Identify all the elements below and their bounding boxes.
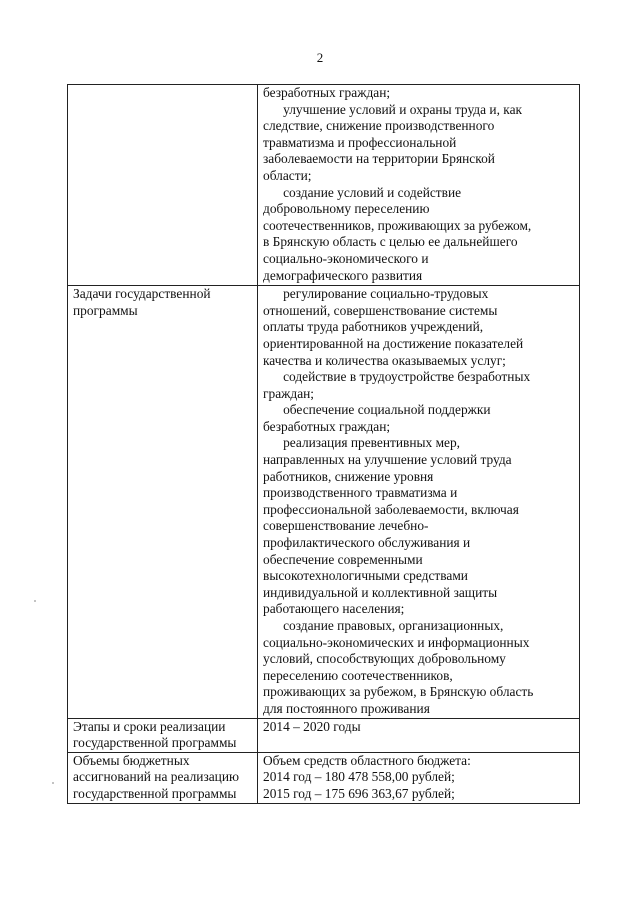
- content-line: профилактического обслуживания и: [263, 535, 471, 551]
- content-line: условий, способствующих добровольному: [263, 651, 506, 667]
- content-line: 2014 год – 180 478 558,00 рублей;: [263, 769, 455, 785]
- content-line: травматизма и профессиональной: [263, 134, 457, 150]
- row-content: [258, 752, 580, 803]
- content-line: социально-экономических и информационных: [263, 634, 530, 650]
- row-label: Объемы бюджетных ассигнований на реализацию государственной программы: [68, 752, 258, 803]
- table-row: [68, 752, 580, 803]
- row-content: [258, 718, 580, 752]
- content-line: 2015 год – 175 696 363,67 рублей;: [263, 785, 455, 801]
- row-label: Этапы и сроки реализации государственной программы: [68, 718, 258, 752]
- content-line: оплаты труда работников учреждений,: [263, 319, 484, 335]
- content-line: для постоянного проживания: [263, 700, 430, 716]
- content-line: обеспечение современными: [263, 551, 423, 567]
- content-line: области;: [263, 167, 312, 183]
- table-row: [68, 718, 580, 752]
- scan-speck: [34, 600, 36, 602]
- content-line: безработных граждан;: [263, 418, 391, 434]
- content-line: безработных граждан;: [263, 85, 391, 100]
- table-row: [68, 286, 580, 718]
- content-line: 2014 – 2020 годы: [263, 718, 361, 734]
- table-body: [68, 85, 580, 804]
- content-line: соотечественников, проживающих за рубежом,: [263, 217, 532, 233]
- content-line: демографического развития: [263, 267, 423, 283]
- content-line: проживающих за рубежом, в Брянскую область: [263, 684, 534, 700]
- content-line: профессиональной заболеваемости, включая: [263, 501, 519, 517]
- content-line: ориентированной на достижение показателей: [263, 335, 524, 351]
- row-content: [258, 286, 580, 718]
- content-line: улучшение условий и охраны труда и, как: [263, 101, 523, 117]
- row-label: Задачи государственной программы: [68, 286, 258, 718]
- content-line: обеспечение социальной поддержки: [263, 402, 491, 418]
- program-passport-table: [67, 84, 580, 804]
- content-line: социально-экономического и: [263, 250, 429, 266]
- content-line: граждан;: [263, 385, 315, 401]
- content-line: работающего населения;: [263, 601, 405, 617]
- content-line: Объем средств областного бюджета:: [263, 752, 471, 768]
- scan-speck: [52, 782, 54, 784]
- content-line: заболеваемости на территории Брянской: [263, 151, 495, 167]
- content-line: направленных на улучшение условий труда: [263, 452, 512, 468]
- content-line: переселению соотечественников,: [263, 667, 453, 683]
- row-content: [258, 85, 580, 286]
- content-line: качества и количества оказываемых услуг;: [263, 352, 506, 368]
- content-line: создание правовых, организационных,: [263, 618, 504, 633]
- content-line: высокотехнологичными средствами: [263, 568, 468, 584]
- content-line: производственного травматизма и: [263, 485, 458, 501]
- content-line: индивидуальной и коллективной защиты: [263, 584, 498, 600]
- content-line: реализация превентивных мер,: [263, 435, 461, 451]
- content-line: совершенствование лечебно-: [263, 518, 429, 534]
- content-line: содействие в трудоустройстве безработных: [263, 369, 531, 385]
- content-line: добровольному переселению: [263, 201, 430, 217]
- content-line: следствие, снижение производственного: [263, 118, 495, 134]
- content-line: работников, снижение уровня: [263, 468, 434, 484]
- content-line: создание условий и содействие: [263, 184, 462, 200]
- row-label: [68, 85, 258, 286]
- content-line: отношений, совершенствование системы: [263, 302, 498, 318]
- table-row: [68, 85, 580, 286]
- content-line: регулирование социально-трудовых: [263, 286, 489, 302]
- content-line: в Брянскую область с целью ее дальнейшего: [263, 234, 518, 250]
- page-number: 2: [316, 50, 324, 65]
